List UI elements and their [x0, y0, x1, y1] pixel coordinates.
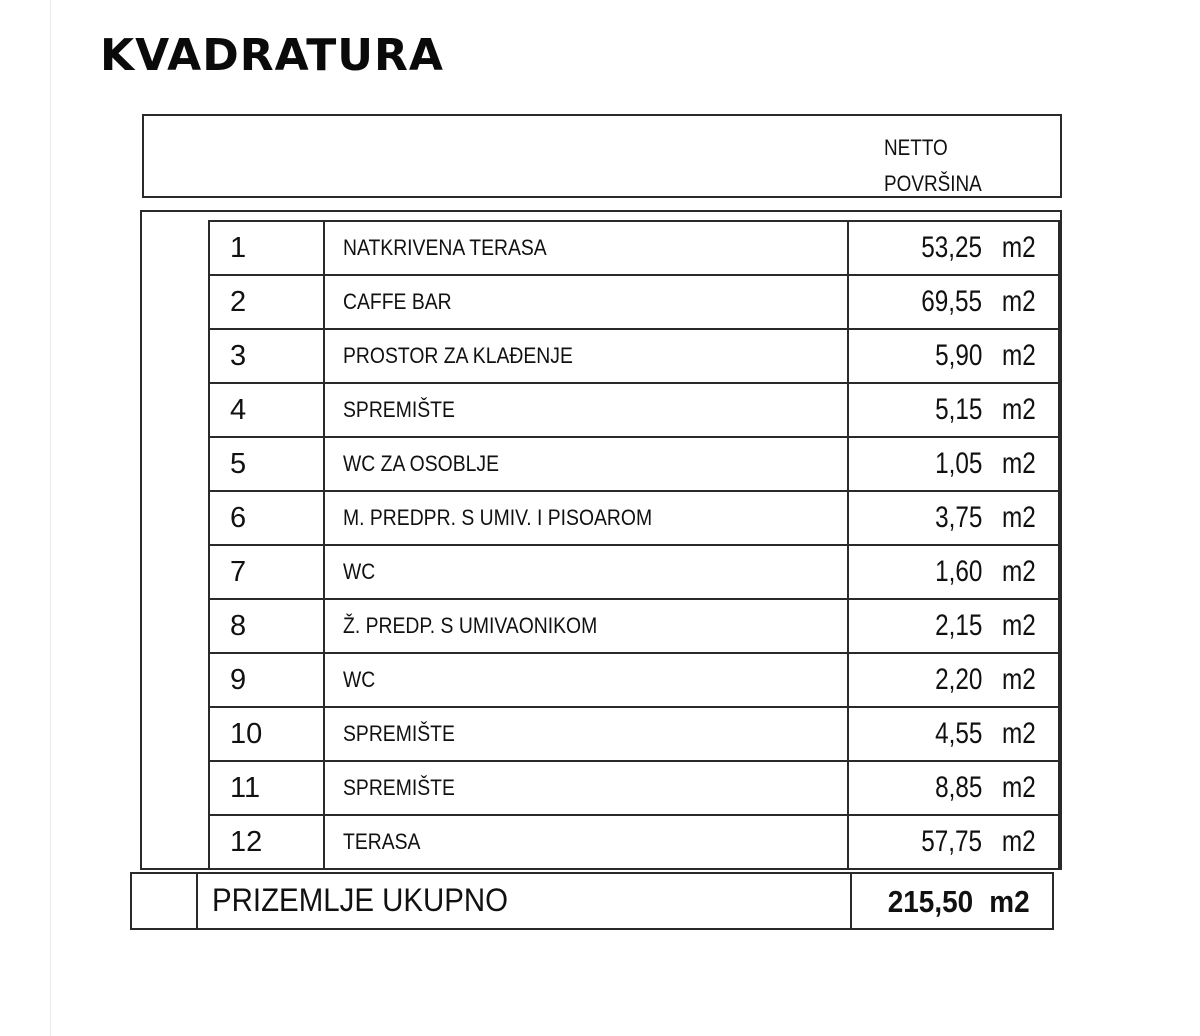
room-area-cell	[848, 437, 1059, 491]
document-title: KVADRATURA	[100, 30, 444, 81]
room-name-cell	[324, 329, 847, 383]
room-area	[930, 501, 1036, 535]
room-area-cell	[848, 275, 1059, 329]
room-area	[930, 447, 1036, 481]
room-area-unit: m2	[1002, 717, 1036, 750]
room-area	[930, 609, 1036, 643]
room-area-value: 8,85	[934, 771, 983, 804]
room-name-cell	[324, 275, 847, 329]
table-row	[209, 815, 1059, 869]
room-number: 7	[209, 545, 324, 599]
room-area	[915, 825, 1036, 859]
table-row	[209, 761, 1059, 815]
room-name: TERASA	[343, 829, 421, 854]
total-area	[888, 884, 1030, 920]
table-row	[209, 383, 1059, 437]
room-area-cell	[848, 761, 1059, 815]
room-area	[930, 339, 1036, 373]
room-area-cell	[848, 653, 1059, 707]
room-area	[930, 393, 1036, 427]
room-area-value: 57,75	[921, 825, 983, 858]
rooms-table-body	[209, 221, 1059, 869]
room-number: 3	[209, 329, 324, 383]
table-row	[209, 545, 1059, 599]
room-name: WC ZA OSOBLJE	[343, 451, 500, 476]
room-number: 12	[209, 815, 324, 869]
room-number: 11	[209, 761, 324, 815]
rooms-table	[208, 220, 1060, 870]
table-row	[209, 221, 1059, 275]
rooms-table-box	[140, 210, 1062, 870]
room-name-cell	[324, 707, 847, 761]
room-area	[930, 663, 1036, 697]
room-name-cell	[324, 545, 847, 599]
room-area-unit: m2	[1002, 663, 1036, 696]
room-area-cell	[848, 221, 1059, 275]
room-area-unit: m2	[1002, 771, 1036, 804]
total-area-value: 215,50	[888, 884, 974, 919]
total-label: PRIZEMLJE UKUPNO	[212, 882, 509, 918]
room-area-cell	[848, 599, 1059, 653]
room-area-value: 5,15	[934, 393, 983, 426]
room-name: WC	[343, 559, 376, 584]
room-name: PROSTOR ZA KLAĐENJE	[343, 343, 574, 368]
room-area	[930, 771, 1036, 805]
room-name-cell	[324, 761, 847, 815]
table-row	[209, 437, 1059, 491]
room-name: SPREMIŠTE	[343, 775, 456, 800]
room-name-cell	[324, 599, 847, 653]
room-area-cell	[848, 491, 1059, 545]
room-number: 10	[209, 707, 324, 761]
room-area-unit: m2	[1002, 501, 1036, 534]
table-row	[209, 653, 1059, 707]
room-area-value: 4,55	[934, 717, 983, 750]
room-area-unit: m2	[1002, 447, 1036, 480]
table-row	[209, 329, 1059, 383]
room-name: NATKRIVENA TERASA	[343, 235, 548, 260]
room-area-value: 1,60	[934, 555, 983, 588]
room-area-cell	[848, 545, 1059, 599]
total-row-divider-right	[850, 874, 852, 928]
room-area-unit: m2	[1002, 825, 1036, 858]
room-area	[915, 231, 1036, 265]
room-name: M. PREDPR. S UMIV. I PISOAROM	[343, 505, 653, 530]
room-name-cell	[324, 383, 847, 437]
room-area-value: 2,15	[934, 609, 983, 642]
room-area-value: 69,55	[921, 285, 983, 318]
room-name-cell	[324, 491, 847, 545]
room-area-cell	[848, 383, 1059, 437]
total-area-unit: m2	[989, 884, 1030, 919]
room-area-unit: m2	[1002, 609, 1036, 642]
room-area-value: 3,75	[934, 501, 983, 534]
room-area-unit: m2	[1002, 393, 1036, 426]
netto-area-column-header	[884, 130, 982, 202]
room-name: SPREMIŠTE	[343, 397, 456, 422]
total-row-divider-left	[196, 874, 198, 928]
room-area-value: 2,20	[934, 663, 983, 696]
room-name: SPREMIŠTE	[343, 721, 456, 746]
total-row	[130, 872, 1054, 930]
header-label-line1: NETTO	[884, 135, 948, 160]
table-row	[209, 491, 1059, 545]
room-name: WC	[343, 667, 376, 692]
room-area	[930, 555, 1036, 589]
room-number: 8	[209, 599, 324, 653]
room-area	[915, 285, 1036, 319]
room-area-value: 1,05	[934, 447, 983, 480]
room-area-unit: m2	[1002, 339, 1036, 372]
table-row	[209, 599, 1059, 653]
room-area-unit: m2	[1002, 555, 1036, 588]
room-number: 9	[209, 653, 324, 707]
room-name-cell	[324, 437, 847, 491]
room-area-unit: m2	[1002, 285, 1036, 318]
table-row	[209, 707, 1059, 761]
room-name-cell	[324, 815, 847, 869]
room-name: CAFFE BAR	[343, 289, 452, 314]
room-area	[930, 717, 1036, 751]
room-name-cell	[324, 653, 847, 707]
room-number: 5	[209, 437, 324, 491]
room-number: 4	[209, 383, 324, 437]
room-area-cell	[848, 329, 1059, 383]
room-area-cell	[848, 815, 1059, 869]
room-area-unit: m2	[1002, 231, 1036, 264]
room-number: 6	[209, 491, 324, 545]
scan-edge-line	[50, 0, 51, 1036]
room-area-value: 5,90	[934, 339, 983, 372]
room-name-cell	[324, 221, 847, 275]
room-area-value: 53,25	[921, 231, 983, 264]
table-header-box	[142, 114, 1062, 198]
table-row	[209, 275, 1059, 329]
room-number: 2	[209, 275, 324, 329]
room-name: Ž. PREDP. S UMIVAONIKOM	[343, 613, 598, 638]
header-label-line2: POVRŠINA	[884, 171, 982, 196]
room-area-cell	[848, 707, 1059, 761]
room-number: 1	[209, 221, 324, 275]
